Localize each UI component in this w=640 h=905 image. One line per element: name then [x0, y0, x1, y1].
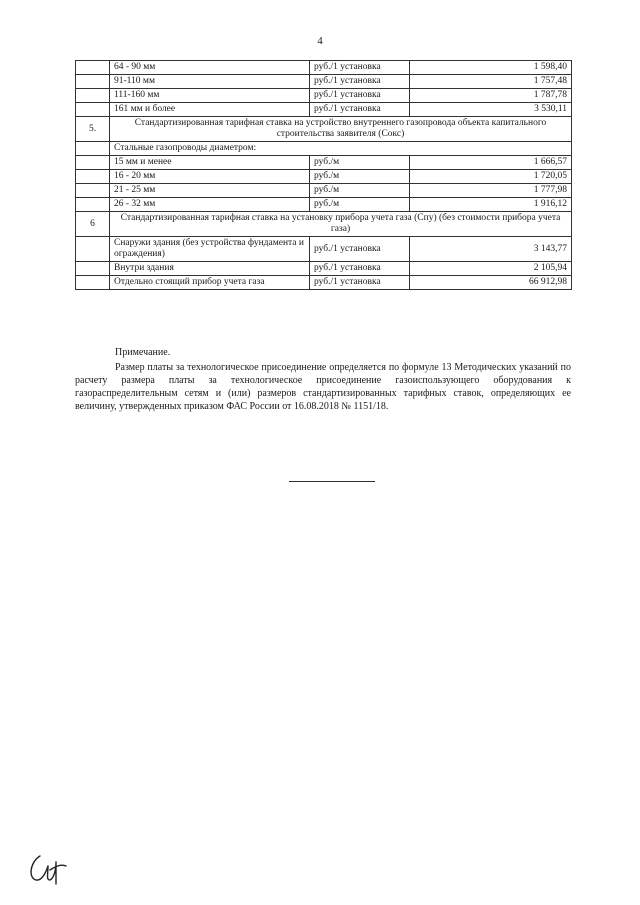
item-label: 21 - 25 мм: [110, 184, 310, 198]
note-title: Примечание.: [115, 347, 171, 358]
item-value: 66 912,98: [410, 276, 572, 290]
item-label: Отдельно стоящий прибор учета газа: [110, 276, 310, 290]
row-number-cell: [76, 61, 110, 75]
item-label: 91-110 мм: [110, 75, 310, 89]
table-row: [76, 75, 572, 89]
subheader-label: Стальные газопроводы диаметром:: [110, 142, 572, 156]
item-value: 1 777,98: [410, 184, 572, 198]
row-number-cell: [76, 184, 110, 198]
item-value: 1 757,48: [410, 75, 572, 89]
item-label: 64 - 90 мм: [110, 61, 310, 75]
table-row: [76, 170, 572, 184]
item-value: 1 787,78: [410, 89, 572, 103]
section-number: 6: [76, 212, 110, 237]
table-row: [76, 212, 572, 237]
item-label: Снаружи здания (без устройства фундамента и ограждения): [110, 237, 310, 262]
row-number-cell: [76, 103, 110, 117]
note-body: Размер платы за технологическое присоединение определяется по формуле 13 Методических указаний по расчету размера платы за технологическое присоединение газоиспользующего оборудования к газораспределительным сетям и (или) размеров стандартизированных тарифных ставок, определяющих ее величину, утвержденных приказом ФАС России от 16.08.2018 № 1151/18.: [75, 362, 571, 412]
row-number-cell: [76, 262, 110, 276]
table-row: [76, 198, 572, 212]
item-label: 111-160 мм: [110, 89, 310, 103]
item-value: 3 143,77: [410, 237, 572, 262]
item-unit: руб./1 установка: [310, 276, 410, 290]
row-number-cell: [76, 156, 110, 170]
section-number: 5.: [76, 117, 110, 142]
item-label: 161 мм и более: [110, 103, 310, 117]
item-value: 2 105,94: [410, 262, 572, 276]
item-unit: руб./1 установка: [310, 237, 410, 262]
item-unit: руб./1 установка: [310, 103, 410, 117]
table-row: [76, 61, 572, 75]
item-label: 16 - 20 мм: [110, 170, 310, 184]
item-unit: руб./1 установка: [310, 262, 410, 276]
row-number-cell: [76, 237, 110, 262]
item-value: 1 666,57: [410, 156, 572, 170]
row-number-cell: [76, 276, 110, 290]
table-row: [76, 156, 572, 170]
tariff-table: [75, 60, 572, 290]
item-unit: руб./м: [310, 184, 410, 198]
item-unit: руб./м: [310, 156, 410, 170]
item-value: 1 720,05: [410, 170, 572, 184]
separator-line: [289, 481, 375, 482]
table-row: [76, 117, 572, 142]
row-number-cell: [76, 198, 110, 212]
item-value: 3 530,11: [410, 103, 572, 117]
table-row: [76, 237, 572, 262]
item-label: 15 мм и менее: [110, 156, 310, 170]
signature-icon: [26, 848, 70, 888]
tariff-table-body: [76, 61, 572, 290]
item-label: 26 - 32 мм: [110, 198, 310, 212]
note: [75, 346, 571, 413]
table-row: [76, 89, 572, 103]
item-unit: руб./1 установка: [310, 61, 410, 75]
item-value: 1 916,12: [410, 198, 572, 212]
item-unit: руб./1 установка: [310, 89, 410, 103]
table-row: [76, 184, 572, 198]
table-row: [76, 262, 572, 276]
item-unit: руб./1 установка: [310, 75, 410, 89]
row-number-cell: [76, 89, 110, 103]
section-title: Стандартизированная тарифная ставка на устройство внутреннего газопровода объекта капитального строительства заявителя (Cокс): [110, 117, 572, 142]
table-row: [76, 276, 572, 290]
item-unit: руб./м: [310, 170, 410, 184]
item-value: 1 598,40: [410, 61, 572, 75]
item-unit: руб./м: [310, 198, 410, 212]
row-number-cell: [76, 142, 110, 156]
table-row: [76, 103, 572, 117]
page-number: 4: [317, 35, 323, 47]
row-number-cell: [76, 170, 110, 184]
table-row: [76, 142, 572, 156]
row-number-cell: [76, 75, 110, 89]
item-label: Внутри здания: [110, 262, 310, 276]
section-title: Стандартизированная тарифная ставка на установку прибора учета газа (Cпу) (без стоимости прибора учета газа): [110, 212, 572, 237]
